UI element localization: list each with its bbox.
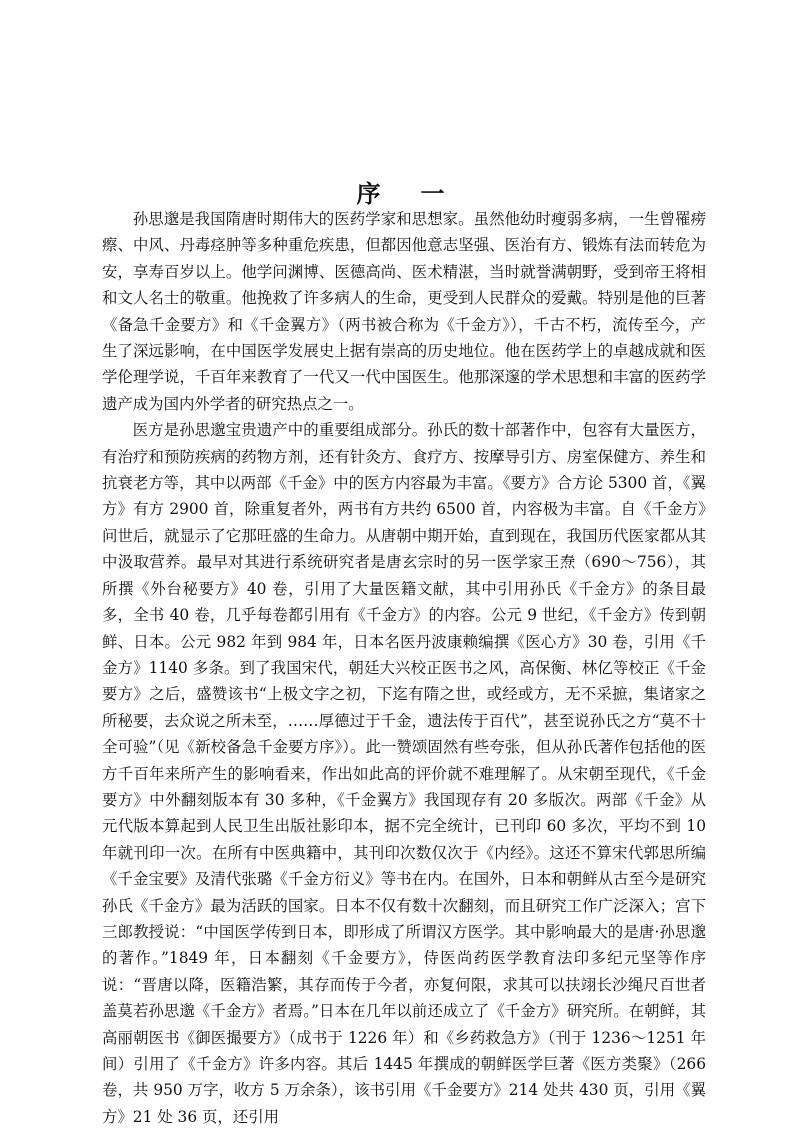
title-word-preface: 序 xyxy=(356,179,381,209)
paragraph-2: 医方是孙思邈宝贵遗产中的重要组成部分。孙氏的数十部著作中，包容有大量医方，有治疗和预防疾病的药物方剂，还有针灸方、食疗方、按摩导引方、房室保健方、养生和抗衰老方等，其中以两部《千金》中的医方内容最为丰富。《要方》合方论 5300 首，《翼方》有方 2900 首，除重复者外，两书有方共约 6500 首，内容极为丰富。自《千金方》问世后，就显示了它那旺盛的生命力。从唐朝中期开始，直到现在，我国历代医家都从其中汲取营养。最早对其进行系统研究者是唐玄宗时的另一医学家王焘（690～756），其所撰《外台秘要方》40 卷，引用了大量医籍文献，其中引用孙氏《千金方》的条目最多，全书 40 卷，几乎每卷都引用有《千金方》的内容。公元 9 世纪，《千金方》传到朝鲜、日本。公元 982 年到 984 年，日本名医丹波康赖编撰《医心方》30 卷，引用《千金方》1140 多条。到了我国宋代，朝廷大兴校正医书之风，高保衡、林亿等校正《千金要方》之后，盛赞该书“上极文字之初，下迄有隋之世，或经或方，无不采摭，集诸家之所秘要，去众说之所未至，……厚德过于千金，遗法传于百代”，甚至说孙氏之方“莫不十全可验”（见《新校备急千金要方序》）。此一赞颂固然有些夸张，但从孙氏著作包括他的医方千百年来所产生的影响看来，作出如此高的评价就不难理解了。从宋朝至现代，《千金要方》中外翻刻版本有 30 多种，《千金翼方》我国现存有 20 多版次。两部《千金》从元代版本算起到人民卫生出版社影印本，据不完全统计，已刊印 60 多次，平均不到 10 年就刊印一次。在所有中医典籍中，其刊印次数仅次于《内经》。这还不算宋代郭思所编《千金宝要》及清代张璐《千金方衍义》等书在内。在国外，日本和朝鲜从古至今是研究孙氏《千金方》最为活跃的国家。日本不仅有数十次翻刻，而且研究工作广泛深入；宫下三郎教授说：“中国医学传到日本，即形成了所谓汉方医学。其中影响最大的是唐·孙思邈的著作。”1849 年，日本翻刻《千金要方》，侍医尚药医学教育法印多纪元坚等作序说：“晋唐以降，医籍浩繁，其存而传于今者，亦复何限，求其可以扶翊长沙绳尺百世者盖莫若孙思邈《千金方》者焉。”日本在几年以前还成立了《千金方》研究所。在朝鲜，其高丽朝医书《御医撮要方》（成书于 1226 年）和《乡药救急方》（刊于 1236～1251 年间）引用了《千金方》许多内容。其后 1445 年撰成的朝鲜医学巨著《医方类聚》（266 卷，共 950 万字，收方 5 万余条），该书引用《千金要方》214 处共 430 页，引用《翼方》21 处 36 页，还引用 xyxy=(102,421,706,1126)
paragraph-1: 孙思邈是我国隋唐时期伟大的医药学家和思想家。虽然他幼时瘦弱多病，一生曾罹痨瘵、中风、丹毒痉肿等多种重危疾患，但都因他意志坚强、医治有方、锻炼有法而转危为安，享寿百岁以上。他学问渊博、医德高尚、医术精湛，当时就誉满朝野，受到帝王将相和文人名士的敬重。他挽救了许多病人的生命，更受到人民群众的爱戴。特别是他的巨著《备急千金要方》和《千金翼方》（两书被合称为《千金方》），千古不朽，流传至今，产生了深远影响，在中国医学发展史上据有崇高的历史地位。他在医药学上的卓越成就和医学伦理学说，千百年来教育了一代又一代中国医生。他那深邃的学术思想和丰富的医药学遗产成为国内外学者的研究热点之一。 xyxy=(102,210,706,413)
title-word-one: 一 xyxy=(420,179,445,209)
page-title xyxy=(0,174,801,209)
preface-body xyxy=(102,206,706,1130)
